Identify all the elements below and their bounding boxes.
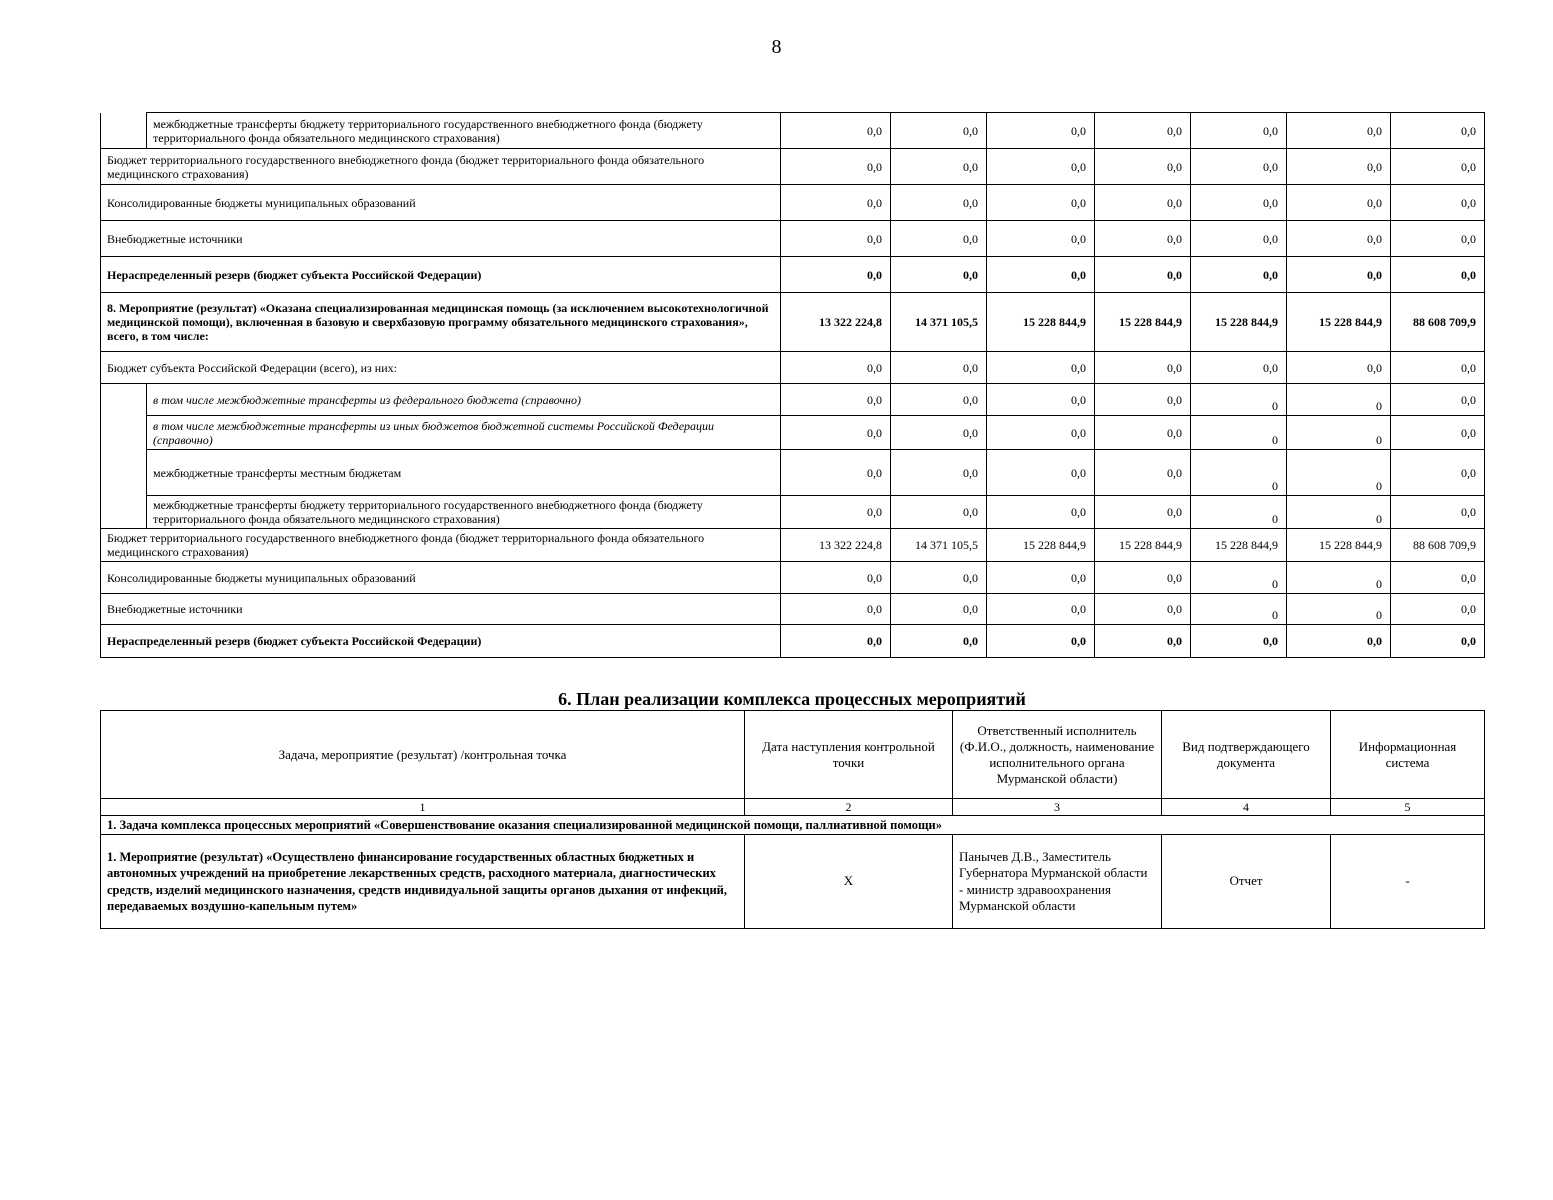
finance-row: [101, 450, 1485, 496]
event-name: 1. Мероприятие (результат) «Осуществлено финансирование государственных областных бюджетных и автономных учреждений на приобретение лекарственных средств, расходного материала, диагностических средств, изделий медицинского назначения, средств индивидуальной защиты органов дыхания от инфекций, передаваемых воздушно-капельным путем»: [101, 835, 745, 929]
row-value: 0,0: [1391, 496, 1485, 529]
finance-row: [101, 257, 1485, 293]
event-date: X: [745, 835, 953, 929]
row-value: 0,0: [781, 113, 891, 149]
row-value: 0,0: [891, 625, 987, 658]
row-value: 0,0: [1391, 625, 1485, 658]
event-row: [101, 835, 1485, 929]
row-value: 0,0: [891, 352, 987, 384]
row-value: 0,0: [987, 562, 1095, 594]
plan-table: [100, 710, 1485, 929]
row-value: 0,0: [891, 257, 987, 293]
row-value: 15 228 844,9: [987, 529, 1095, 562]
row-value: 0,0: [1287, 352, 1391, 384]
column-number-row: [101, 799, 1485, 816]
row-value: 0,0: [987, 496, 1095, 529]
row-value: 0,0: [1095, 257, 1191, 293]
row-value: 0,0: [781, 594, 891, 625]
row-value: 0,0: [781, 185, 891, 221]
column-number: 5: [1331, 799, 1485, 816]
row-value: 0,0: [1095, 562, 1191, 594]
row-value: 0,0: [987, 625, 1095, 658]
indent-cell: [101, 496, 147, 529]
row-value: 13 322 224,8: [781, 293, 891, 352]
row-value: 0,0: [1391, 185, 1485, 221]
finance-row: [101, 562, 1485, 594]
row-value: 0,0: [987, 221, 1095, 257]
row-value: 0,0: [781, 562, 891, 594]
row-value: 0,0: [1391, 113, 1485, 149]
row-value: 0,0: [1095, 185, 1191, 221]
task-row: [101, 816, 1485, 835]
indent-cell: [101, 450, 147, 496]
plan-header-row: [101, 711, 1485, 799]
row-label: Бюджет территориального государственного внебюджетного фонда (бюджет территориального фонда обязательного медицинского страхования): [101, 149, 781, 185]
row-label: межбюджетные трансферты местным бюджетам: [147, 450, 781, 496]
row-value: 0,0: [1095, 450, 1191, 496]
row-label: межбюджетные трансферты бюджету территориального государственного внебюджетного фонда (бюджету территориального фонда обязательного медицинского страхования): [147, 496, 781, 529]
finance-row: [101, 221, 1485, 257]
row-value: 0: [1191, 594, 1287, 625]
finance-row: [101, 416, 1485, 450]
row-value: 0,0: [987, 113, 1095, 149]
row-label: 8. Мероприятие (результат) «Оказана специализированная медицинская помощь (за исключением высокотехнологичной медицинской помощи), включенная в базовую и сверхбазовую программу обязательного медицинского страхования», всего, в том числе:: [101, 293, 781, 352]
row-value: 0,0: [987, 384, 1095, 416]
row-label: Консолидированные бюджеты муниципальных образований: [101, 562, 781, 594]
row-value: 0,0: [1391, 416, 1485, 450]
row-value: 0: [1287, 496, 1391, 529]
row-value: 0,0: [781, 257, 891, 293]
column-number: 2: [745, 799, 953, 816]
row-value: 0,0: [891, 149, 987, 185]
column-number: 3: [953, 799, 1162, 816]
row-value: 0,0: [781, 450, 891, 496]
page-number: 8: [771, 36, 782, 58]
row-value: 0,0: [781, 496, 891, 529]
row-value: 0,0: [1191, 221, 1287, 257]
row-label: Консолидированные бюджеты муниципальных образований: [101, 185, 781, 221]
row-value: 15 228 844,9: [1287, 529, 1391, 562]
indent-cell: [101, 113, 147, 149]
row-value: 14 371 105,5: [891, 293, 987, 352]
row-value: 0,0: [1391, 352, 1485, 384]
row-value: 0,0: [781, 416, 891, 450]
row-value: 0,0: [1191, 625, 1287, 658]
finance-row: [101, 352, 1485, 384]
row-value: 0,0: [1287, 625, 1391, 658]
row-value: 0: [1287, 562, 1391, 594]
row-value: 0,0: [987, 416, 1095, 450]
row-value: 0: [1287, 594, 1391, 625]
row-value: 0,0: [891, 221, 987, 257]
header-task: Задача, мероприятие (результат) /контрольная точка: [101, 711, 745, 799]
row-value: 15 228 844,9: [1287, 293, 1391, 352]
row-value: 0,0: [1095, 221, 1191, 257]
indent-cell: [101, 384, 147, 416]
row-value: 0,0: [891, 384, 987, 416]
row-value: 0,0: [1391, 384, 1485, 416]
row-value: 0,0: [891, 594, 987, 625]
row-value: 0,0: [987, 352, 1095, 384]
row-value: 0,0: [1095, 625, 1191, 658]
row-label: Внебюджетные источники: [101, 594, 781, 625]
row-value: 0,0: [1391, 562, 1485, 594]
row-value: 14 371 105,5: [891, 529, 987, 562]
financing-table: [100, 112, 1485, 658]
row-value: 0,0: [781, 352, 891, 384]
row-value: 0,0: [781, 384, 891, 416]
row-value: 0,0: [1287, 113, 1391, 149]
row-value: 15 228 844,9: [1191, 529, 1287, 562]
finance-row: [101, 625, 1485, 658]
row-label: в том числе межбюджетные трансферты из иных бюджетов бюджетной системы Российской Федерации (справочно): [147, 416, 781, 450]
row-value: 0,0: [1095, 149, 1191, 185]
finance-row: [101, 293, 1485, 352]
row-value: 0,0: [891, 450, 987, 496]
finance-row: [101, 185, 1485, 221]
column-number: 4: [1162, 799, 1331, 816]
row-value: 0: [1191, 384, 1287, 416]
row-value: 0,0: [1095, 496, 1191, 529]
row-value: 0,0: [1095, 594, 1191, 625]
row-value: 0,0: [891, 185, 987, 221]
row-value: 13 322 224,8: [781, 529, 891, 562]
indent-cell: [101, 416, 147, 450]
row-value: 0,0: [987, 257, 1095, 293]
row-value: 0,0: [1391, 257, 1485, 293]
row-label: Бюджет территориального государственного внебюджетного фонда (бюджет территориального фонда обязательного медицинского страхования): [101, 529, 781, 562]
row-value: 0,0: [1287, 185, 1391, 221]
row-label: Нераспределенный резерв (бюджет субъекта Российской Федерации): [101, 625, 781, 658]
row-value: 0,0: [1287, 257, 1391, 293]
event-document: Отчет: [1162, 835, 1331, 929]
row-value: 88 608 709,9: [1391, 293, 1485, 352]
row-value: 0,0: [987, 185, 1095, 221]
row-value: 0,0: [1095, 113, 1191, 149]
row-value: 0,0: [781, 221, 891, 257]
row-value: 0: [1287, 450, 1391, 496]
row-value: 0,0: [1095, 352, 1191, 384]
row-value: 0,0: [1287, 149, 1391, 185]
row-value: 0,0: [1191, 185, 1287, 221]
row-value: 0,0: [1191, 352, 1287, 384]
row-value: 0,0: [987, 450, 1095, 496]
row-value: 0,0: [891, 562, 987, 594]
row-value: 0,0: [1391, 594, 1485, 625]
row-value: 0: [1287, 416, 1391, 450]
finance-row: [101, 384, 1485, 416]
row-value: 0,0: [1191, 113, 1287, 149]
row-label: Бюджет субъекта Российской Федерации (всего), из них:: [101, 352, 781, 384]
row-label: в том числе межбюджетные трансферты из федерального бюджета (справочно): [147, 384, 781, 416]
row-value: 0,0: [1391, 149, 1485, 185]
task-title: 1. Задача комплекса процессных мероприятий «Совершенствование оказания специализированной медицинской помощи, паллиативной помощи»: [101, 816, 1485, 835]
row-value: 15 228 844,9: [987, 293, 1095, 352]
row-value: 0,0: [781, 625, 891, 658]
row-value: 0,0: [1095, 384, 1191, 416]
row-value: 0: [1191, 450, 1287, 496]
finance-row: [101, 149, 1485, 185]
row-value: 0,0: [1191, 149, 1287, 185]
row-value: 0: [1191, 416, 1287, 450]
section-title: 6. План реализации комплекса процессных мероприятий: [558, 689, 1026, 709]
row-value: 0,0: [1391, 450, 1485, 496]
finance-row: [101, 594, 1485, 625]
row-value: 0,0: [891, 496, 987, 529]
finance-row: [101, 496, 1485, 529]
row-value: 0,0: [891, 416, 987, 450]
row-value: 0,0: [1391, 221, 1485, 257]
event-responsible: Панычев Д.В., Заместитель Губернатора Мурманской области - министр здравоохранения Мурманской области: [953, 835, 1162, 929]
row-value: 15 228 844,9: [1095, 529, 1191, 562]
row-value: 0,0: [1095, 416, 1191, 450]
row-value: 88 608 709,9: [1391, 529, 1485, 562]
row-value: 0: [1191, 496, 1287, 529]
column-number: 1: [101, 799, 745, 816]
finance-row: [101, 113, 1485, 149]
header-responsible: Ответственный исполнитель (Ф.И.О., должность, наименование исполнительного органа Мурманской области): [953, 711, 1162, 799]
event-system: -: [1331, 835, 1485, 929]
row-label: Внебюджетные источники: [101, 221, 781, 257]
row-value: 0: [1287, 384, 1391, 416]
row-value: 0,0: [987, 594, 1095, 625]
row-label: Нераспределенный резерв (бюджет субъекта Российской Федерации): [101, 257, 781, 293]
row-value: 15 228 844,9: [1095, 293, 1191, 352]
finance-row: [101, 529, 1485, 562]
row-value: 0: [1191, 562, 1287, 594]
row-value: 0,0: [1191, 257, 1287, 293]
row-label: межбюджетные трансферты бюджету территориального государственного внебюджетного фонда (бюджету территориального фонда обязательного медицинского страхования): [147, 113, 781, 149]
row-value: 0,0: [891, 113, 987, 149]
row-value: 0,0: [781, 149, 891, 185]
row-value: 15 228 844,9: [1191, 293, 1287, 352]
header-system: Информационная система: [1331, 711, 1485, 799]
header-date: Дата наступления контрольной точки: [745, 711, 953, 799]
row-value: 0,0: [987, 149, 1095, 185]
header-document: Вид подтверждающего документа: [1162, 711, 1331, 799]
row-value: 0,0: [1287, 221, 1391, 257]
